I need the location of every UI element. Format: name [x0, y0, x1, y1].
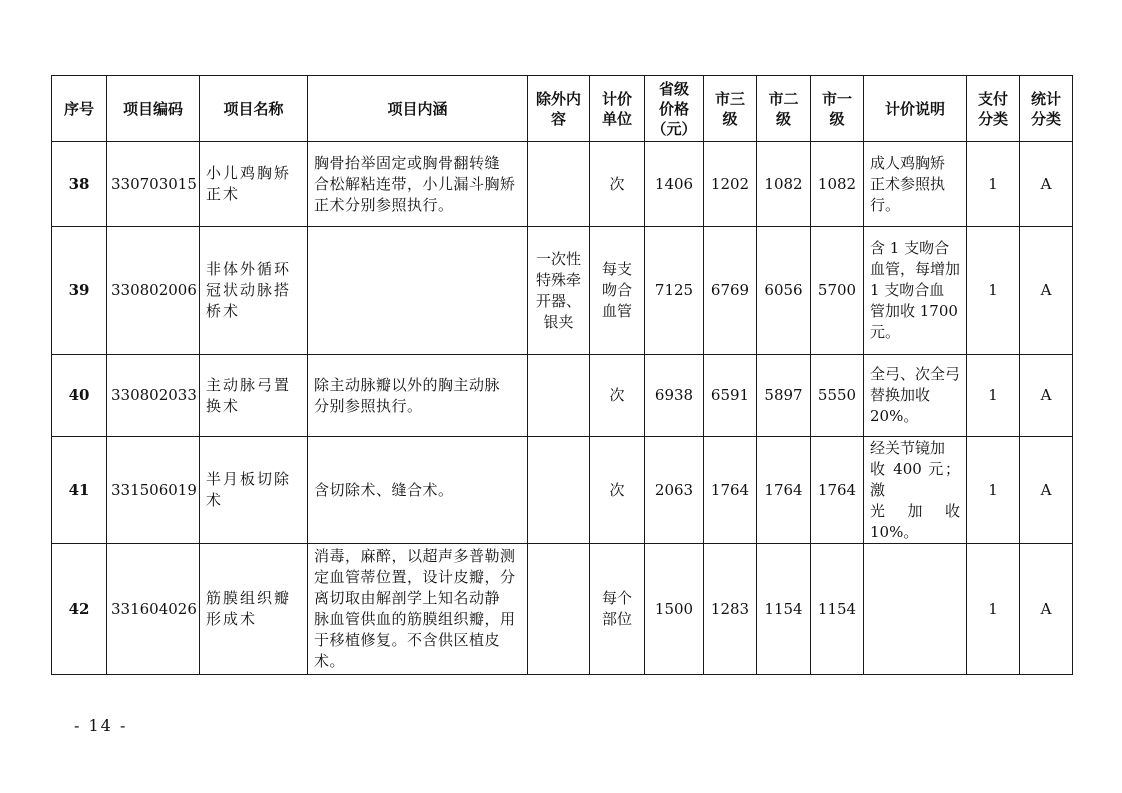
cell-excluded [528, 355, 590, 437]
excluded-line: 银夹 [543, 312, 574, 331]
page-number: - 14 - [74, 716, 128, 735]
cell-note [864, 544, 967, 675]
unit-line: 每支 [601, 260, 632, 278]
cell-content [308, 227, 528, 355]
content-line: 术。 [314, 652, 346, 670]
header-name: 项目名称 [200, 76, 308, 142]
header-city1-line: 市一 [821, 89, 852, 108]
table-row [52, 544, 1073, 675]
name-line: 正术 [206, 185, 241, 203]
table-row [52, 355, 1073, 437]
cell-unit [590, 544, 645, 675]
cell-content [308, 437, 528, 544]
header-excluded-line: 容 [550, 109, 566, 128]
name-line: 形成术 [206, 610, 258, 628]
cell-payment: 1 [967, 437, 1020, 544]
content-line: 分别参照执行。 [314, 396, 423, 415]
cell-note [864, 437, 967, 544]
cell-code: 331604026 [107, 544, 200, 675]
cell-city2-price: 5897 [757, 355, 811, 437]
content-line: 于移植修复。不含供区植皮 [314, 631, 501, 649]
cell-province-price: 1406 [645, 142, 704, 227]
cell-seq: 38 [52, 142, 107, 227]
header-unit-line: 计价 [601, 89, 632, 108]
cell-seq: 41 [52, 437, 107, 544]
cell-note [864, 227, 967, 355]
header-content: 项目内涵 [308, 76, 528, 142]
content-line: 脉血管供血的筋膜组织瓣，用 [314, 610, 516, 628]
header-province-line: 价格 [658, 99, 689, 118]
content-line: 除主动脉瓣以外的胸主动脉 [314, 375, 501, 394]
name-line: 冠状动脉搭 [206, 281, 292, 299]
cell-seq: 40 [52, 355, 107, 437]
content-line: 胸骨抬举固定或胸骨翻转缝 [314, 153, 501, 172]
header-city1 [811, 76, 864, 142]
cell-unit [590, 227, 645, 355]
content-line: 消毒，麻醉，以超声多普勒测 [314, 547, 516, 565]
content-line: 定血管蒂位置，设计皮瓣，分 [314, 568, 516, 586]
cell-city3-price: 1202 [704, 142, 757, 227]
cell-code: 330802006 [107, 227, 200, 355]
content-line: 离切取由解剖学上知名动静 [314, 589, 501, 607]
note-line: 血管，每增加 [870, 260, 961, 278]
header-payment-line: 支付 [977, 89, 1008, 108]
cell-city3-price: 1764 [704, 437, 757, 544]
cell-excluded [528, 437, 590, 544]
note-line: 正术参照执 [870, 174, 946, 193]
cell-stat: A [1020, 227, 1073, 355]
cell-stat: A [1020, 437, 1073, 544]
table-row [52, 142, 1073, 227]
cell-seq: 42 [52, 544, 107, 675]
cell-province-price: 6938 [645, 355, 704, 437]
header-city2 [757, 76, 811, 142]
cell-city2-price: 1154 [757, 544, 811, 675]
cell-unit [590, 437, 645, 544]
cell-stat: A [1020, 355, 1073, 437]
cell-name [200, 227, 308, 355]
cell-name [200, 355, 308, 437]
cell-name [200, 437, 308, 544]
unit-line: 血管 [601, 302, 632, 320]
price-table [51, 75, 1073, 675]
cell-city1-price: 1082 [811, 142, 864, 227]
cell-note [864, 355, 967, 437]
note-line: 1 支吻合血 [870, 281, 945, 299]
cell-stat: A [1020, 544, 1073, 675]
header-stat-line: 统计 [1030, 89, 1061, 108]
header-province-line: 省级 [658, 79, 689, 98]
cell-content [308, 544, 528, 675]
unit-line: 次 [609, 386, 625, 404]
cell-city1-price: 5550 [811, 355, 864, 437]
name-line: 桥术 [206, 302, 241, 320]
header-city3-line: 级 [722, 109, 738, 128]
unit-line: 吻合 [601, 281, 632, 299]
cell-city2-price: 1764 [757, 437, 811, 544]
cell-content [308, 355, 528, 437]
cell-city1-price: 1764 [811, 437, 864, 544]
name-line: 筋膜组织瓣 [206, 589, 292, 607]
excluded-line: 开器、 [535, 291, 581, 310]
note-line: 20%。 [870, 407, 919, 425]
cell-payment: 1 [967, 227, 1020, 355]
cell-unit [590, 142, 645, 227]
header-unit [590, 76, 645, 142]
header-code: 项目编码 [107, 76, 200, 142]
cell-payment: 1 [967, 142, 1020, 227]
cell-name [200, 544, 308, 675]
header-excluded [528, 76, 590, 142]
cell-excluded [528, 227, 590, 355]
header-unit-line: 单位 [601, 109, 632, 128]
header-city1-line: 级 [829, 109, 845, 128]
unit-line: 每个 [601, 589, 632, 607]
cell-code: 331506019 [107, 437, 200, 544]
note-line: 成人鸡胸矫 [870, 153, 946, 172]
header-payment-line: 分类 [977, 109, 1008, 128]
note-line: 光加收 10%。 [870, 501, 960, 541]
note-line: 元。 [870, 323, 901, 341]
cell-stat: A [1020, 142, 1073, 227]
excluded-line: 特殊牵 [535, 270, 581, 289]
cell-excluded [528, 544, 590, 675]
content-line: 正术分别参照执行。 [314, 195, 454, 214]
cell-city3-price: 1283 [704, 544, 757, 675]
name-line: 小儿鸡胸矫 [206, 164, 292, 182]
header-note: 计价说明 [864, 76, 967, 142]
table-row [52, 437, 1073, 544]
note-line: 替换加收 [870, 386, 931, 404]
note-line: 含 1 支吻合 [870, 239, 950, 257]
header-city3-line: 市三 [714, 89, 745, 108]
unit-line: 次 [609, 174, 625, 193]
cell-payment: 1 [967, 544, 1020, 675]
header-row [52, 76, 1073, 142]
table-row [52, 227, 1073, 355]
cell-city2-price: 6056 [757, 227, 811, 355]
cell-city3-price: 6769 [704, 227, 757, 355]
unit-line: 部位 [601, 610, 632, 628]
cell-seq: 39 [52, 227, 107, 355]
excluded-line: 一次性 [535, 249, 581, 268]
header-province-price [645, 76, 704, 142]
cell-province-price: 2063 [645, 437, 704, 544]
cell-city1-price: 1154 [811, 544, 864, 675]
content-line: 合松解粘连带，小儿漏斗胸矫 [314, 174, 516, 193]
cell-unit [590, 355, 645, 437]
content-line: 含切除术、缝合术。 [314, 480, 454, 499]
header-stat [1020, 76, 1073, 142]
note-line: 收 400 元；激 [870, 459, 960, 499]
name-line: 主动脉弓置 [206, 375, 292, 394]
header-city2-line: 级 [775, 109, 791, 128]
cell-province-price: 1500 [645, 544, 704, 675]
name-line: 半月板切除 [206, 470, 292, 488]
cell-code: 330802033 [107, 355, 200, 437]
cell-city3-price: 6591 [704, 355, 757, 437]
header-city3 [704, 76, 757, 142]
unit-line: 次 [609, 480, 625, 499]
cell-code: 330703015 [107, 142, 200, 227]
cell-content [308, 142, 528, 227]
name-line: 非体外循环 [206, 260, 292, 278]
cell-note [864, 142, 967, 227]
cell-province-price: 7125 [645, 227, 704, 355]
header-province-line: （元） [651, 119, 697, 138]
header-city2-line: 市二 [768, 89, 799, 108]
cell-city2-price: 1082 [757, 142, 811, 227]
cell-city1-price: 5700 [811, 227, 864, 355]
name-line: 术 [206, 491, 224, 509]
cell-excluded [528, 142, 590, 227]
note-line: 经关节镜加 [870, 438, 946, 457]
name-line: 换术 [206, 396, 241, 415]
note-line: 管加收 1700 [870, 302, 958, 320]
cell-name [200, 142, 308, 227]
note-line: 全弓、次全弓 [870, 365, 961, 383]
header-excluded-line: 除外内 [535, 89, 581, 108]
note-line: 行。 [870, 195, 901, 214]
header-seq: 序号 [52, 76, 107, 142]
header-payment [967, 76, 1020, 142]
cell-payment: 1 [967, 355, 1020, 437]
header-stat-line: 分类 [1030, 109, 1061, 128]
